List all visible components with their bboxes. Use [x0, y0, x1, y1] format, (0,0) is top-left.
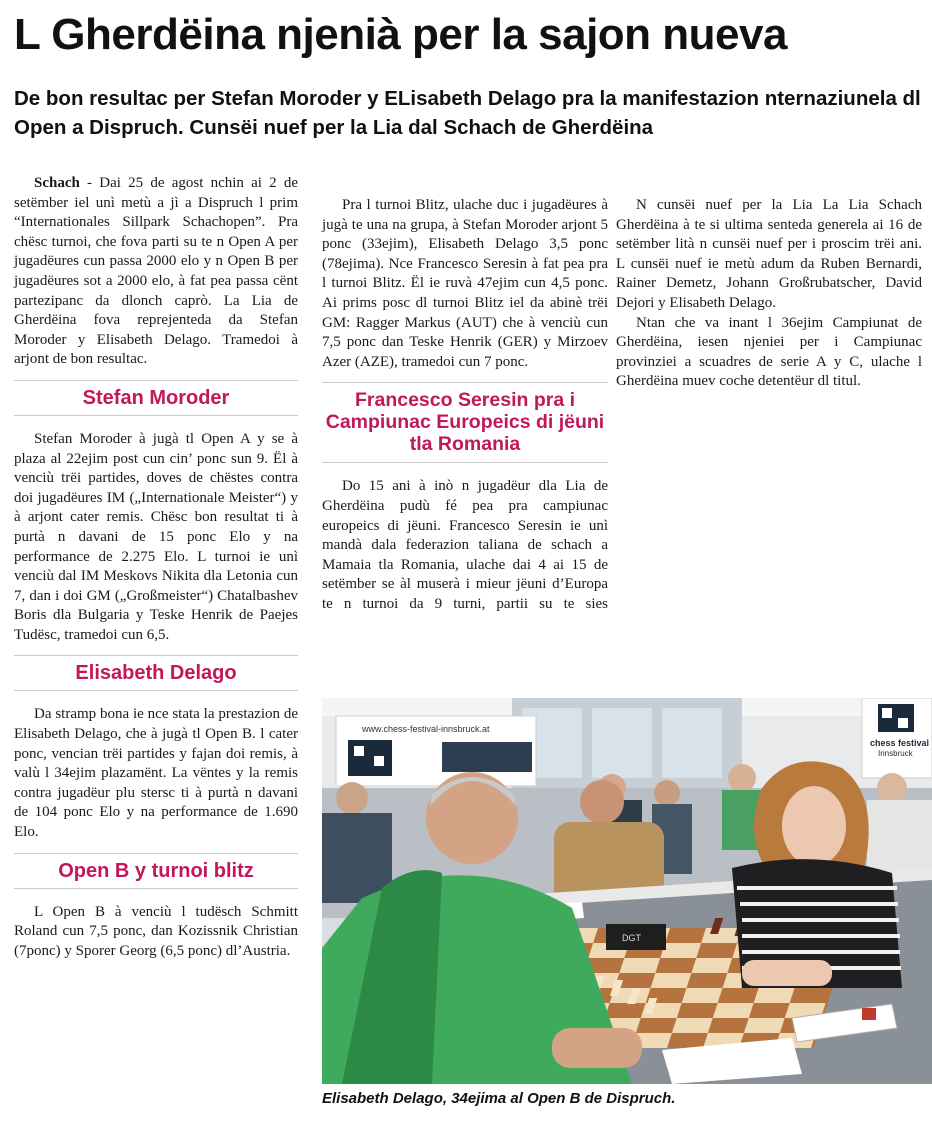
blitz-paragraph-2: Pra l turnoi Blitz, ulache duc i jugadëures à jugà te una na grupa, à Stefan Moroder arjont 5 ponc (33ejim), Elisabeth Delago 3,5 ponc (78ejima). Nce Francesco Seresin à fat pea pra l turnoi Blitz. Ël ie ruvà 47ejim cun 4,5 ponc. Ai prims posc dl turnoi Blitz iel da abinè trëi GM: Ragger Markus (AUT) che à venciù cun 7,5 ponc dan Teske Henrik (GER) y Mirzoev Azer (AZE), tramedoi cun 7 ponc.	[322, 197, 608, 370]
section-title-moroder: Stefan Moroder	[14, 380, 298, 416]
chess-tournament-photo	[322, 698, 932, 1084]
section-title-blitz: Open B y turnoi blitz	[14, 853, 298, 889]
article-headline: L Gherdëina njenià per la sajon nueva	[14, 10, 787, 59]
banner-url: www.chess-festival-innsbruck.at	[362, 724, 490, 734]
right-banner-line1: chess festival	[870, 738, 930, 748]
column-3	[616, 196, 922, 392]
moroder-paragraph: Stefan Moroder à jugà tl Open A y se à plaza al 22ejim post cun cin’ ponc sun 9. Ël à venciù trëi partides, doves de chëstes contra doi jugadëures IM („Internationale Meister“) y à arjont cater remis. Chësc bon resultat ti à purtà n davani de 15 ponc Elo y na performance de 2.275 Elo. L turnoi ie unì venciù dal IM Meskovs Nikita dla Letonia cun 7, dan i doi GM („Großmeister“) Chatalbashev Boris dla Bulgaria y Teske Henrik de Paejes Tudësc, tramedoi cun 6,5.	[14, 430, 298, 643]
blitz-paragraph-1: L Open B à venciù l tudësch Schmitt Roland cun 7,5 ponc, dan Kozissnik Christian (7ponc) y Sporer Georg (6,5 ponc) dl’Austria.	[14, 903, 298, 959]
lead-word: Schach	[34, 175, 80, 191]
council-paragraph: N cunsëi nuef per la Lia La Lia Schach Gherdëina à te si ultima senteda generela ai 16 de setëmber lità n cunsëi nuef per i proscim trëi ani. L cunsëi nuef ie metù adum da Ruben Bernardi, Rainer Demetz, Johann Großrubatscher, David Dejori y Elisabeth Delago.	[616, 197, 922, 311]
intro-paragraph	[14, 174, 298, 370]
article-subheadline: De bon resultac per Stefan Moroder y ELisabeth Delago pra la manifestazion nternaziunela dl Open a Dispruch. Cunsëi nuef per la Lia dal Schach de Gherdëina	[14, 87, 921, 139]
section-title-delago: Elisabeth Delago	[14, 655, 298, 691]
column-1	[14, 174, 298, 961]
intro-text: - Dai 25 de agost nchin ai 2 de setëmber iel unì metù a jì a Dispruch l prim “Internationales Sillpark Schachopen”. Pra chësc turnoi, che fova parti su te n Open A per jugadëures cun passa 2000 elo y n Open B per jugadëures sot a 2000 elo, à fat pea passa cënt partezipanc da dlonch caprò. La Lia de Gherdëina fova reprejenteda da Stefan Moroder y Elisabeth Delago. Tramedoi à arjont de bon resultac.	[14, 175, 298, 368]
column-2	[322, 196, 608, 611]
section-title-seresin: Francesco Seresin pra i Campiunac Europeics di jëuni tla Romania	[322, 382, 608, 463]
right-banner-line2: Innsbruck	[878, 749, 913, 758]
clock-label: DGT	[622, 933, 641, 943]
photo-caption: Elisabeth Delago, 34ejima al Open B de Dispruch.	[322, 1090, 676, 1107]
seresin-paragraph: Do 15 ani à inò n jugadëur dla Lia de Gherdëina pudù fé pea pra campiunac europeics di jëuni. Francesco Seresin ie unì mandà dala federazion taliana de schach a Mamaia tla Romania, ulache dai 4 ai 15 de setëmber se àl muserà i mieur jëuni d’Europa te n turnoi da 9 turni, partii su te sies	[322, 478, 608, 612]
council-paragraph-2: Ntan che va inant l 36ejim Campiunat de Gherdëina, iesen njeniei per i Campiunac provinziei a scuadres de serie A y C, ulache l Gherdëina muev coche detentëur dl titul.	[616, 314, 922, 390]
delago-paragraph: Da stramp bona ie nce stata la prestazion de Elisabeth Delago, che à jugà tl Open B. l cater ponc, vencian trëi partides y fajan doi remis, à valù l 34ejim plazamënt. La vëntes y la remis contra jugadëur plu stersc ti à purtà n davani de 104 ponc Elo y na performance de 1.690 Elo.	[14, 706, 298, 841]
photo-illustration	[322, 698, 932, 1084]
